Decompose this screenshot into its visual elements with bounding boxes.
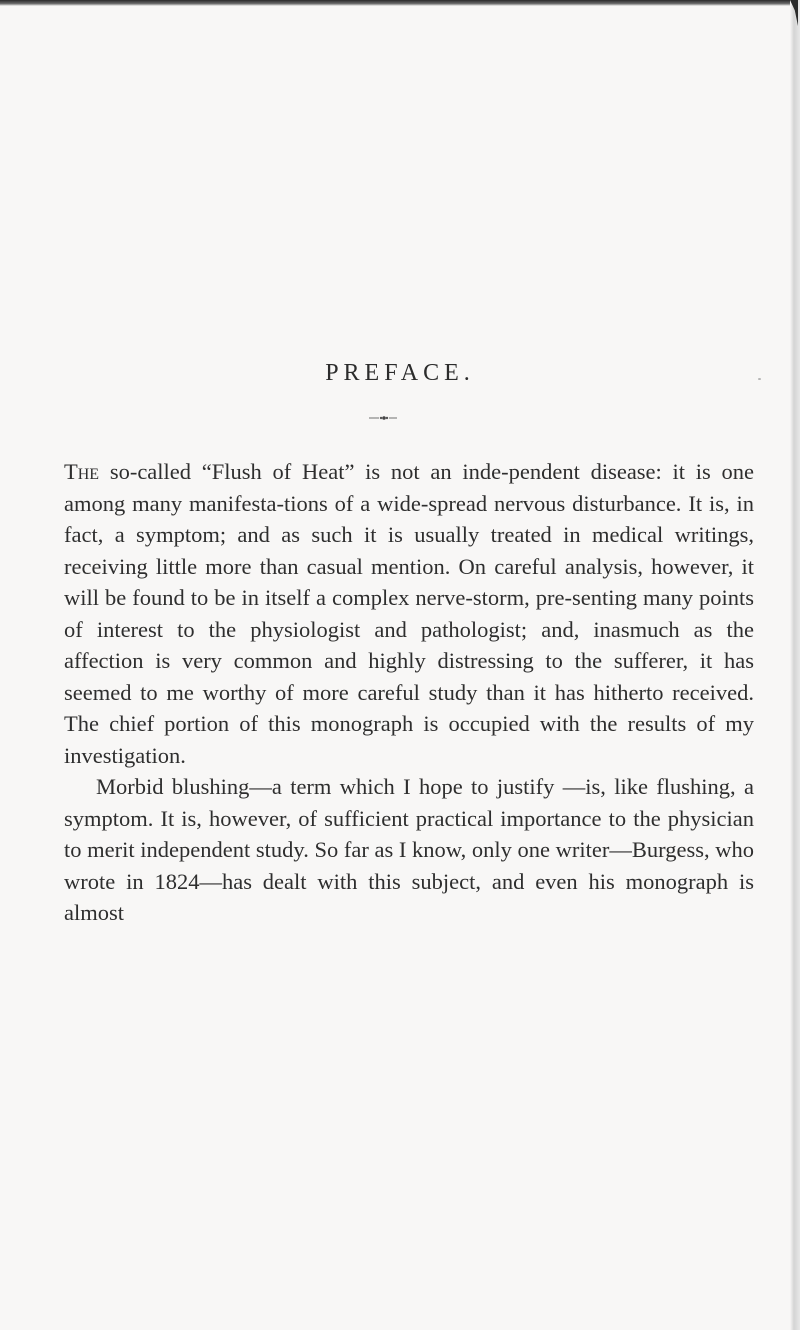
paragraph-lead-word: The (64, 459, 100, 484)
paragraph-2 (64, 771, 754, 929)
page-right-edge-shadow (790, 0, 800, 1330)
preface-body (64, 456, 754, 929)
dash-dot-ornament-icon (369, 414, 397, 422)
page-top-edge-shadow (0, 0, 790, 6)
paragraph-1 (64, 456, 754, 771)
paragraph-text: Morbid blushing—a term which I hope to justify —is, like flushing, a symptom. It is, however, of sufficient practical importance to the physician to merit independent study. So far as I know, only one writer—Burgess, who wrote in 1824—has dealt with this subject, and even his monograph is almost (64, 774, 754, 925)
page-title: PREFACE. (325, 360, 475, 386)
paragraph-text: so-called “Flush of Heat” is not an inde-pendent disease: it is one among many manifesta-tions of a wide-spread nervous disturbance. It is, in fact, a symptom; and as such it is usually treated in medical writings, receiving little more than casual mention. On careful analysis, however, it will be found to be in itself a complex nerve-storm, pre-senting many points of interest to the physiologist and pathologist; and, inasmuch as the affection is very common and highly distressing to the sufferer, it has seemed to me worthy of more careful study than it has hitherto received. The chief portion of this monograph is occupied with the results of my investigation. (64, 459, 754, 768)
